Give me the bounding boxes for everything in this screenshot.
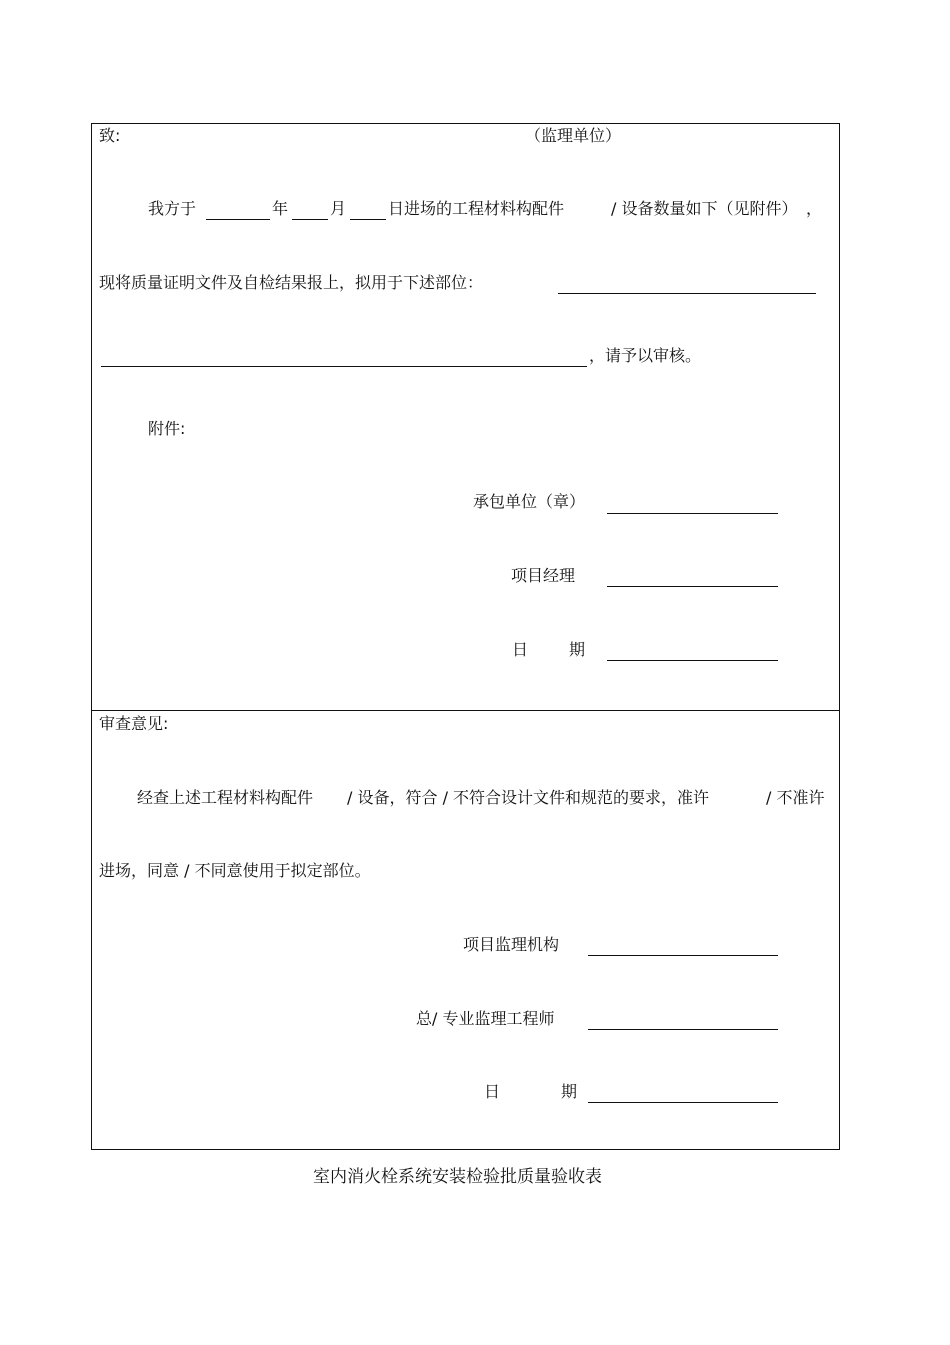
project-manager-label: 项目经理 bbox=[511, 566, 576, 585]
review-text-line2: 进场，同意 / 不同意使用于拟定部位。 bbox=[99, 861, 371, 880]
location-blank-1[interactable] bbox=[558, 293, 816, 294]
entry-date-prefix: 我方于 bbox=[148, 199, 197, 218]
date-label-1-left: 日 bbox=[512, 640, 529, 659]
footer-title: 室内消火栓系统安装检验批质量验收表 bbox=[313, 1167, 602, 1187]
entry-date-suffix: 日进场的工程材料构配件 bbox=[388, 199, 565, 218]
date-label-1-right: 期 bbox=[569, 640, 586, 659]
line1-comma: ， bbox=[806, 199, 823, 218]
location-blank-2[interactable] bbox=[101, 366, 587, 367]
supervising-engineer-blank[interactable] bbox=[588, 1029, 778, 1030]
attachment-label: 附件: bbox=[148, 419, 186, 438]
opinion-label: 审查意见: bbox=[99, 714, 169, 733]
date-blank-1[interactable] bbox=[607, 660, 778, 661]
supervision-agency-label: 项目监理机构 bbox=[463, 935, 560, 954]
review-text-part1: 经查上述工程材料构配件 bbox=[137, 788, 314, 807]
supervising-engineer-label: 总/ 专业监理工程师 bbox=[416, 1009, 555, 1028]
review-text-part2: / 设备，符合 / 不符合设计文件和规范的要求，准许 bbox=[347, 788, 710, 807]
section-divider bbox=[91, 710, 840, 711]
contractor-blank[interactable] bbox=[607, 513, 778, 514]
supervisor-unit-label: （监理单位） bbox=[525, 126, 622, 145]
equipment-quantity-text: / 设备数量如下（见附件） bbox=[611, 199, 798, 218]
date-blank-2[interactable] bbox=[588, 1102, 778, 1103]
project-manager-blank[interactable] bbox=[607, 586, 778, 587]
month-blank[interactable] bbox=[292, 219, 328, 220]
month-label: 月 bbox=[330, 199, 347, 218]
review-request-text: ，请予以审核。 bbox=[589, 346, 702, 365]
supervision-agency-blank[interactable] bbox=[588, 955, 778, 956]
date-label-2-right: 期 bbox=[561, 1082, 578, 1101]
date-label-2-left: 日 bbox=[484, 1082, 501, 1101]
to-label: 致: bbox=[99, 126, 121, 145]
day-blank[interactable] bbox=[350, 219, 386, 220]
review-text-part3: / 不准许 bbox=[766, 788, 825, 807]
contractor-label: 承包单位（章） bbox=[473, 492, 586, 511]
submission-text: 现将质量证明文件及自检结果报上，拟用于下述部位： bbox=[99, 273, 484, 292]
year-blank[interactable] bbox=[206, 219, 270, 220]
year-label: 年 bbox=[272, 199, 289, 218]
